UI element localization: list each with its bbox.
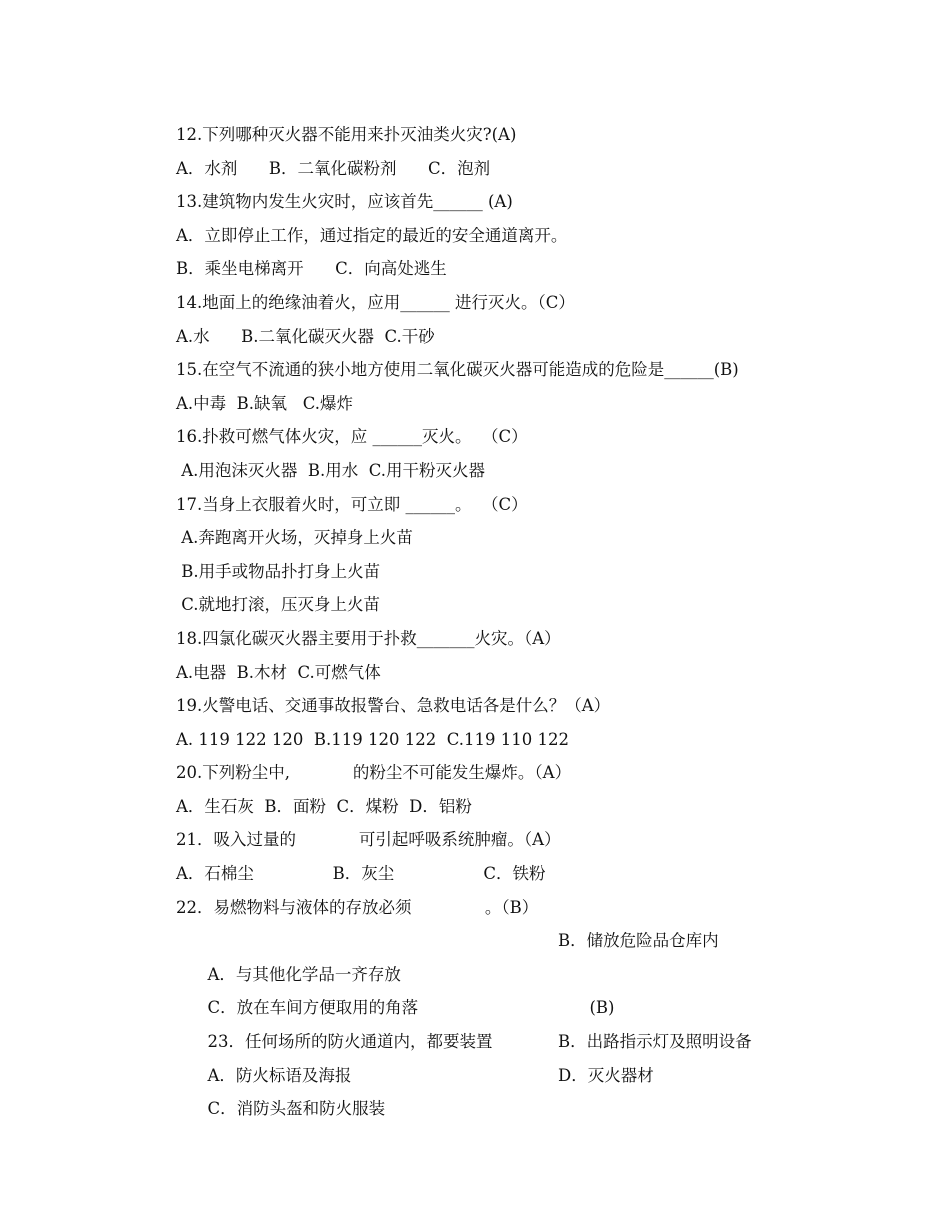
option-22-c: C．放在车间方便取用的角落 [207, 998, 419, 1018]
option-17-b: B.用手或物品扑打身上火苗 [176, 561, 381, 581]
question-13: 13.建筑物内发生火灾时，应该首先______ (A) [176, 192, 513, 212]
options-20: A．生石灰 B．面粉 C．煤粉 D．铝粉 [176, 796, 472, 816]
options-13-bc: B．乘坐电梯离开 C．向高处逃生 [176, 259, 447, 279]
option-13-a: A．立即停止工作，通过指定的最近的安全通道离开。 [176, 225, 568, 245]
question-17: 17.当身上衣服着火时，可立即 ______。 （C） [176, 494, 528, 514]
question-23-answer: (B) [558, 998, 615, 1018]
options-16: A.用泡沫灭火器 B.用水 C.用干粉灭火器 [176, 460, 486, 480]
question-19: 19.火警电话、交通事故报警台、急救电话各是什么？（A） [176, 696, 611, 716]
question-14: 14.地面上的绝缘油着火，应用______ 进行灭火。（C） [176, 292, 575, 312]
options-22-c [176, 958, 826, 1018]
options-18: A.电器 B.木材 C.可燃气体 [176, 662, 381, 682]
question-18: 18.四氯化碳灭火器主要用于扑救_______火灾。（A） [176, 628, 561, 648]
option-23-d: D．灭火器材 [558, 1065, 654, 1085]
question-12: 12.下列哪种灭火器不能用来扑灭油类火灾?(A) [176, 125, 517, 144]
question-15: 15.在空气不流通的狭小地方使用二氧化碳灭火器可能造成的危险是______(B) [176, 360, 739, 380]
option-17-c: C.就地打滚，压灭身上火苗 [176, 595, 381, 615]
option-22-a: A．与其他化学品一齐存放 [207, 964, 401, 984]
options-14: A.水 B.二氧化碳灭火器 C.干砂 [176, 326, 435, 346]
question-list [176, 118, 826, 1119]
option-22-b: B．储放危险品仓库内 [558, 931, 719, 951]
options-15: A.中毒 B.缺氧 C.爆炸 [176, 393, 354, 413]
question-16: 16.扑救可燃气体火灾，应 ______灭火。 （C） [176, 427, 528, 447]
option-23-c: C．消防头盔和防火服装 [207, 1099, 386, 1119]
options-21: A．石棉尘 B．灰尘 C．铁粉 [176, 864, 546, 884]
question-21: 21．吸入过量的 可引起呼吸系统肿瘤。（A） [176, 830, 561, 850]
options-12: A．水剂 B．二氧化碳粉剂 C．泡剂 [176, 158, 491, 178]
question-20: 20.下列粉尘中, 的粉尘不可能发生爆炸。（A） [176, 763, 572, 783]
options-19: A. 119 122 120 B.119 120 122 C.119 110 122 [176, 729, 569, 749]
question-22: 22．易燃物料与液体的存放必须 。（B） [176, 897, 539, 917]
question-23-text: 23．任何场所的防火通道内，都要装置 [207, 1032, 493, 1052]
options-23-cd [176, 1059, 826, 1119]
options-22-ab [176, 924, 826, 984]
option-23-a: A．防火标语及海报 [207, 1065, 352, 1085]
option-23-b: B．出路指示灯及照明设备 [558, 1032, 752, 1052]
option-17-a: A.奔跑离开火场，灭掉身上火苗 [176, 528, 413, 548]
